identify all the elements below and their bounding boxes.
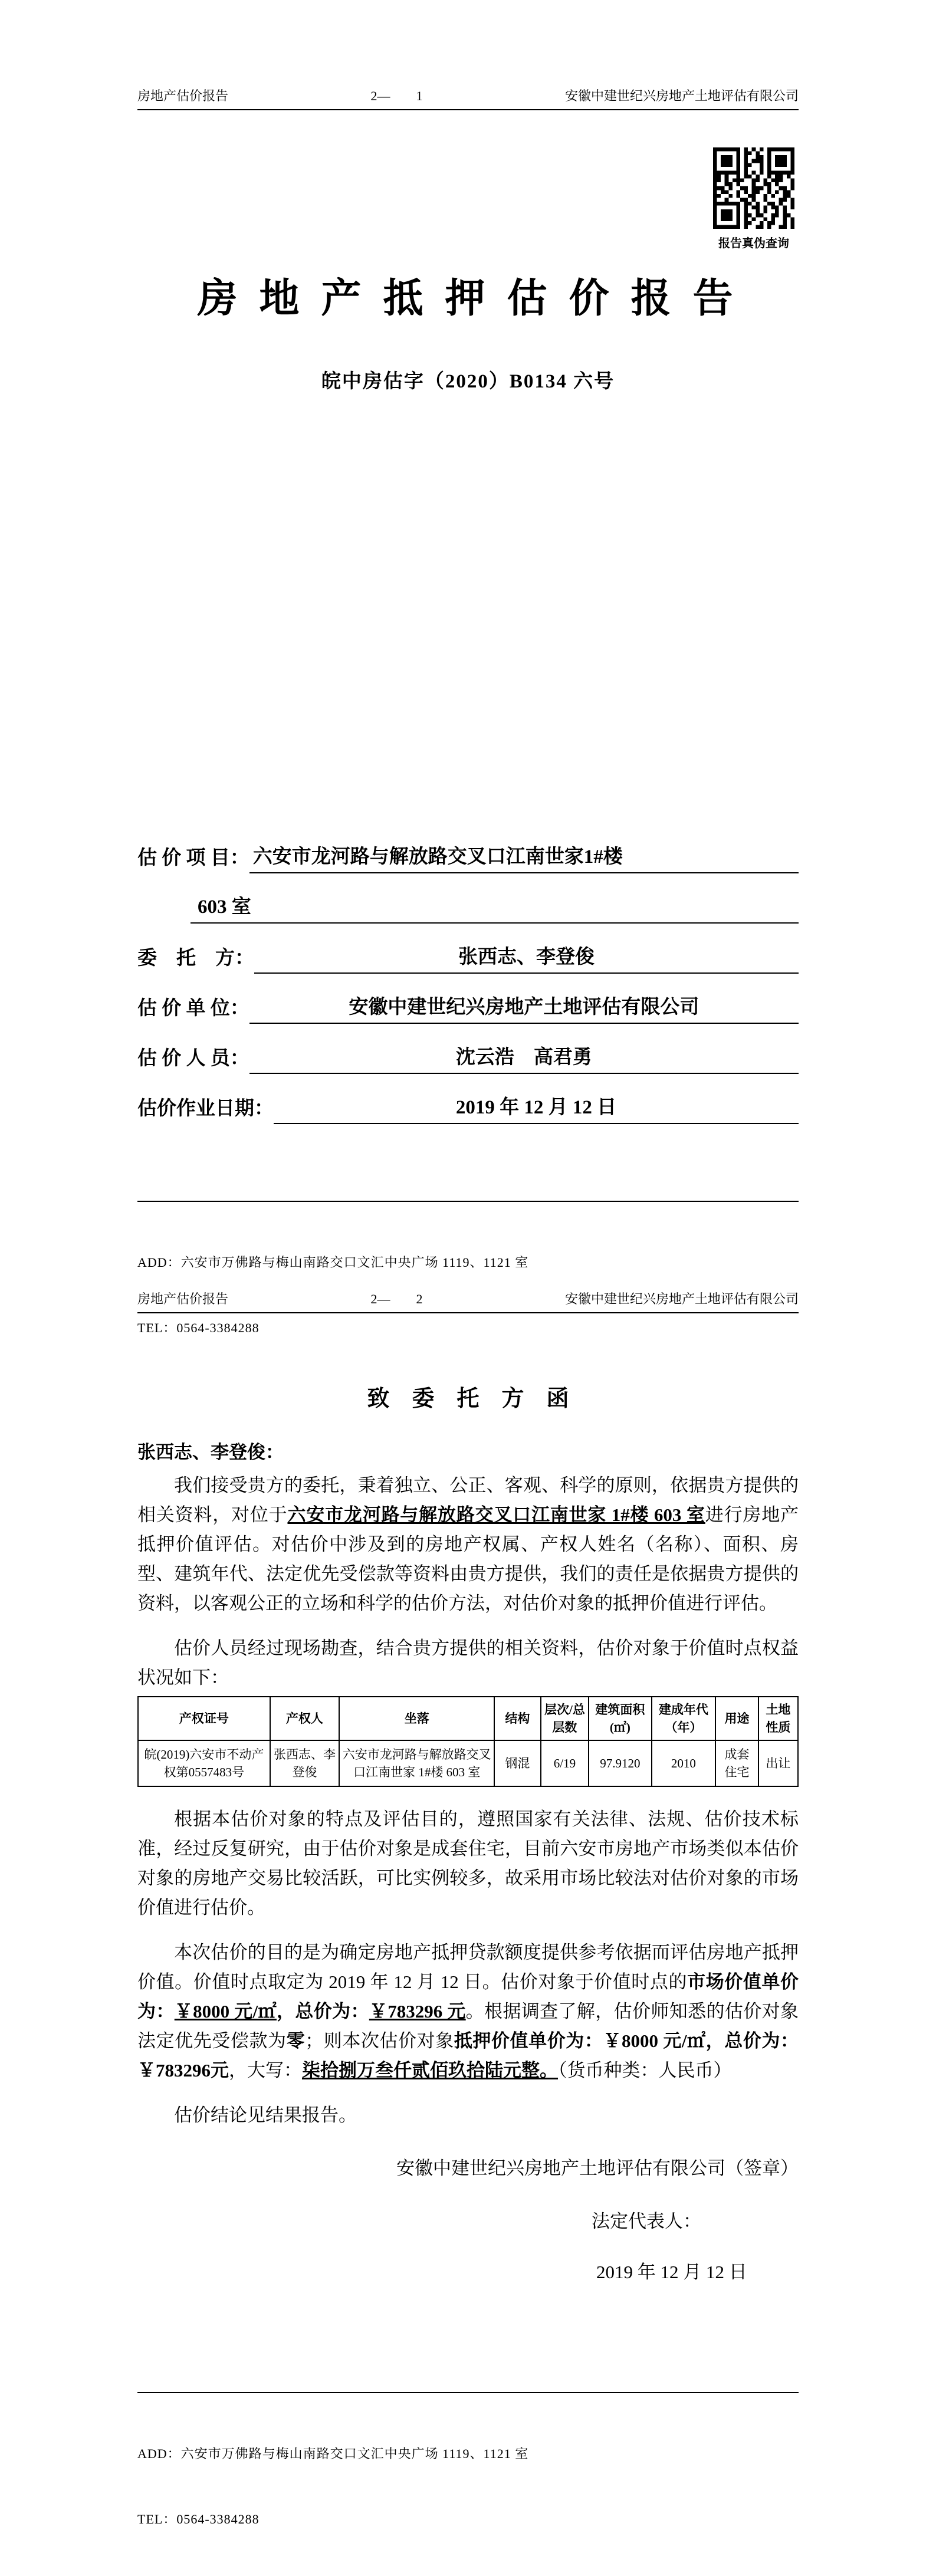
paragraph-1-text: 进行房地产抵押价值评估。对估价中涉及到的房地产权属、产权人姓名（名称）、面积、房型、建筑年代、法定优先受偿款等资料由贵方提供，我们的责任是依据贵方提供的资料，以客观公正的立场和科学的估价方法，对估价对象的抵押价值进行评估。 <box>137 1504 799 1614</box>
paragraph-4-text: ；则本次估价对象 <box>305 2030 454 2051</box>
column-header-owner: 产权人 <box>270 1697 339 1740</box>
field-client-value: 张西志、李登俊 <box>254 941 799 974</box>
footer-address: ADD：六安市万佛路与梅山南路交口文汇中央广场 1119、1121 室 <box>137 1255 529 1270</box>
header-page-number: 2— 2 <box>370 1292 423 1306</box>
footer-phone: TEL：0564-3384288 <box>137 1320 260 1335</box>
field-staff-label: 估 价 人 员： <box>137 1048 249 1069</box>
priority-repayment-value: 零 <box>286 2030 306 2051</box>
header-doc-title: 房地产估价报告 <box>137 88 229 103</box>
mortgage-unit-price: 抵押价值单价为：￥8000 元/㎡ <box>454 2030 706 2051</box>
field-project-line2 <box>137 873 799 924</box>
cell-year: 2010 <box>652 1740 716 1786</box>
qr-caption: 报告真伪查询 <box>718 237 789 250</box>
paragraph-1-text: 我们接受贵方的委托，秉着独立、公正、客观、科学的原则，依据贵方提供的相关资料，对位于 <box>137 1475 799 1525</box>
field-agency-value: 安徽中建世纪兴房地产土地评估有限公司 <box>249 991 799 1024</box>
qr-code-icon <box>713 147 794 229</box>
field-staff <box>137 1024 799 1074</box>
letter-salutation: 张西志、李登俊： <box>137 1442 284 1463</box>
currency-note: （货币种类：人民币） <box>558 2060 732 2081</box>
column-header-certificate: 产权证号 <box>138 1697 270 1740</box>
page2-header <box>137 1289 799 1313</box>
field-client <box>137 924 799 974</box>
cell-owner: 张西志、李登俊 <box>270 1740 339 1786</box>
paragraph-2: 估价人员经过现场勘查，结合贵方提供的相关资料，估价对象于价值时点权益状况如下： <box>137 1638 799 1688</box>
signature-company: 安徽中建世纪兴房地产土地评估有限公司（签章） <box>396 2158 799 2179</box>
page1-header <box>137 86 799 110</box>
column-header-floor: 层次/总层数 <box>541 1697 589 1740</box>
field-date-value: 2019 年 12 月 12 日 <box>274 1092 799 1124</box>
field-staff-value: 沈云浩 高君勇 <box>249 1041 799 1074</box>
market-unit-price-label: 市场价值单价为： <box>137 1972 799 2022</box>
cell-land: 出让 <box>758 1740 798 1786</box>
field-project-value2: 603 室 <box>191 891 799 924</box>
header-doc-title: 房地产估价报告 <box>137 1292 229 1306</box>
total-price-label: ，总价为： <box>276 2001 369 2022</box>
column-header-area: 建筑面积(㎡) <box>589 1697 651 1740</box>
market-total-price: ￥783296 元 <box>369 2001 466 2022</box>
field-agency-label: 估 价 单 位： <box>137 998 249 1019</box>
column-header-structure: 结构 <box>494 1697 540 1740</box>
letter-title: 致 委 托 方 函 <box>367 1386 569 1411</box>
market-unit-price: ￥8000 元/㎡ <box>174 2001 277 2022</box>
header-page-number: 2— 1 <box>370 88 423 103</box>
paragraph-1-property: 六安市龙河路与解放路交叉口江南世家 1#楼 603 室 <box>287 1504 705 1525</box>
header-company-name: 安徽中建世纪兴房地产土地评估有限公司 <box>564 88 799 103</box>
signature-date: 2019 年 12 月 12 日 <box>596 2262 747 2282</box>
field-project-label: 估 价 项 目： <box>137 847 249 869</box>
letter-body <box>137 1384 799 2287</box>
cell-certificate: 皖(2019)六安市不动产权第0557483号 <box>138 1740 270 1786</box>
footer-address: ADD：六安市万佛路与梅山南路交口文汇中央广场 1119、1121 室 <box>137 2446 529 2461</box>
footer-phone: TEL：0564-3384288 <box>137 2512 260 2526</box>
report-title: 房 地 产 抵 押 估 价 报 告 <box>197 276 739 321</box>
field-client-label: 委 托 方： <box>137 948 254 969</box>
property-table <box>137 1696 799 1787</box>
field-date <box>137 1074 799 1124</box>
paragraph-1 <box>137 1471 799 1618</box>
legal-representative-label: 法定代表人： <box>592 2211 701 2232</box>
cell-floor: 6/19 <box>541 1740 589 1786</box>
mortgage-total-unit: 元 <box>211 2060 229 2081</box>
field-date-label: 估价作业日期： <box>137 1098 274 1119</box>
header-company-name: 安徽中建世纪兴房地产土地评估有限公司 <box>564 1292 799 1306</box>
column-header-year: 建成年代（年） <box>652 1697 716 1740</box>
cell-area: 97.9120 <box>589 1740 651 1786</box>
paragraph-5: 估价结论见结果报告。 <box>174 2105 357 2125</box>
column-header-location: 坐落 <box>339 1697 494 1740</box>
page2-footer <box>137 2392 799 2574</box>
paragraph-4-text: 本次估价的目的是为确定房地产抵押贷款额度提供参考依据而评估房地产抵押价值。价值时点取定为 2019 年 12 月 12 日。估价对象于价值时点的 <box>137 1942 799 1992</box>
cell-use: 成套住宅 <box>715 1740 758 1786</box>
cell-structure: 钢混 <box>494 1740 540 1786</box>
cell-location: 六安市龙河路与解放路交叉口江南世家 1#楼 603 室 <box>339 1740 494 1786</box>
amount-in-words: 柒拾捌万叁仟贰佰玖拾陆元整。 <box>302 2060 558 2081</box>
report-number: 皖中房估字（2020）B0134 六号 <box>321 371 615 392</box>
column-header-use: 用途 <box>715 1697 758 1740</box>
paragraph-4 <box>137 1938 799 2085</box>
field-project-value: 六安市龙河路与解放路交叉口江南世家1#楼 <box>249 841 799 873</box>
cover-fields <box>137 823 799 1124</box>
paragraph-3: 根据本估价对象的特点及评估目的，遵照国家有关法律、法规、估价技术标准，经过反复研究，由于估价对象是成套住宅，目前六安市房地产市场类似本估价对象的房地产交易比较活跃，可比实例较多，故采用市场比较法对估价对象的市场价值进行估价。 <box>137 1809 799 1918</box>
paragraph-4-text: ，大写： <box>229 2060 302 2081</box>
mortgage-total-price: ，总价为：￥783296 <box>137 2030 799 2081</box>
column-header-land: 土地性质 <box>758 1697 798 1740</box>
table-row <box>138 1740 798 1786</box>
field-agency <box>137 974 799 1024</box>
paragraph-4-text: 。根据调查了解，估价师知悉的估价对象法定优先受偿款为 <box>137 2001 799 2051</box>
qr-block <box>713 147 794 251</box>
table-header-row <box>138 1697 798 1740</box>
field-project <box>137 823 799 873</box>
